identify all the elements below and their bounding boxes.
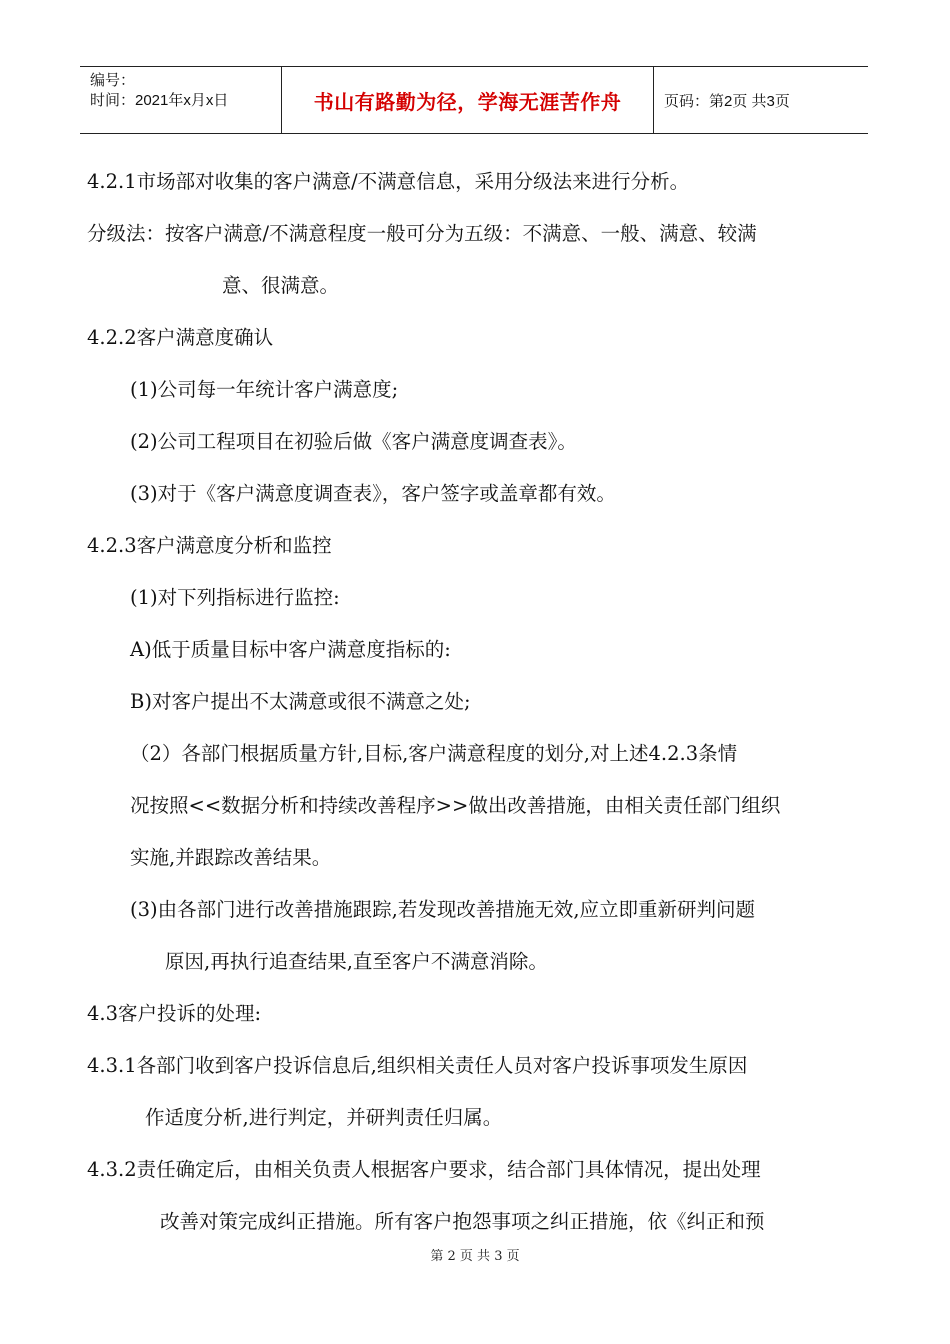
body-line-11: B)对客户提出不太满意或很不满意之处; — [130, 690, 471, 713]
body-line-9: (1)对下列指标进行监控: — [130, 586, 340, 609]
body-line-18: 4.3.1各部门收到客户投诉信息后,组织相关责任人员对客户投诉事项发生原因 — [87, 1054, 748, 1077]
body-line-7: (3)对于《客户满意度调查表》，客户签字或盖章都有效。 — [130, 482, 616, 505]
body-line-8: 4.2.3客户满意度分析和监控 — [87, 534, 332, 557]
body-line-6: (2)公司工程项目在初验后做《客户满意度调查表》。 — [130, 430, 577, 453]
body-line-21: 改善对策完成纠正措施。所有客户抱怨事项之纠正措施，依《纠正和预 — [160, 1210, 765, 1233]
header-motto: 书山有路勤为径，学海无涯苦作舟 — [282, 67, 654, 133]
body-line-16: 原因,再执行追查结果,直至客户不满意消除。 — [165, 950, 548, 973]
body-line-5: (1)公司每一年统计客户满意度; — [130, 378, 399, 401]
document-body — [0, 156, 950, 1248]
body-line-3: 意、很满意。 — [222, 274, 340, 297]
body-line-2: 分级法：按客户满意/不满意程度一般可分为五级：不满意、一般、满意、较满 — [87, 222, 757, 245]
page-header — [80, 66, 868, 134]
body-line-4: 4.2.2客户满意度确认 — [87, 326, 274, 349]
body-line-13: 况按照<<数据分析和持续改善程序>>做出改善措施，由相关责任部门组织 — [130, 794, 781, 817]
body-line-14: 实施,并跟踪改善结果。 — [130, 846, 332, 869]
body-line-10: A)低于质量目标中客户满意度指标的: — [130, 638, 451, 661]
body-line-1: 4.2.1市场部对收集的客户满意/不满意信息，采用分级法来进行分析。 — [87, 170, 690, 193]
document-number-label: 编号： — [90, 72, 136, 89]
body-line-19: 作适度分析,进行判定，并研判责任归属。 — [145, 1106, 503, 1129]
body-line-20: 4.3.2责任确定后，由相关负责人根据客户要求，结合部门具体情况，提出处理 — [87, 1158, 761, 1181]
body-line-12: （2）各部门根据质量方针,目标,客户满意程度的划分,对上述4.2.3条情 — [130, 742, 738, 765]
body-line-15: (3)由各部门进行改善措施跟踪,若发现改善措施无效,应立即重新研判问题 — [130, 898, 756, 921]
header-info-cell — [80, 67, 282, 133]
body-line-17: 4.3客户投诉的处理: — [87, 1002, 262, 1025]
document-date-label: 时间：2021年x月x日 — [90, 92, 229, 109]
header-page-info: 页码：第2页 共3页 — [664, 92, 790, 110]
page-footer: 第 2 页 共 3 页 — [430, 1249, 520, 1264]
